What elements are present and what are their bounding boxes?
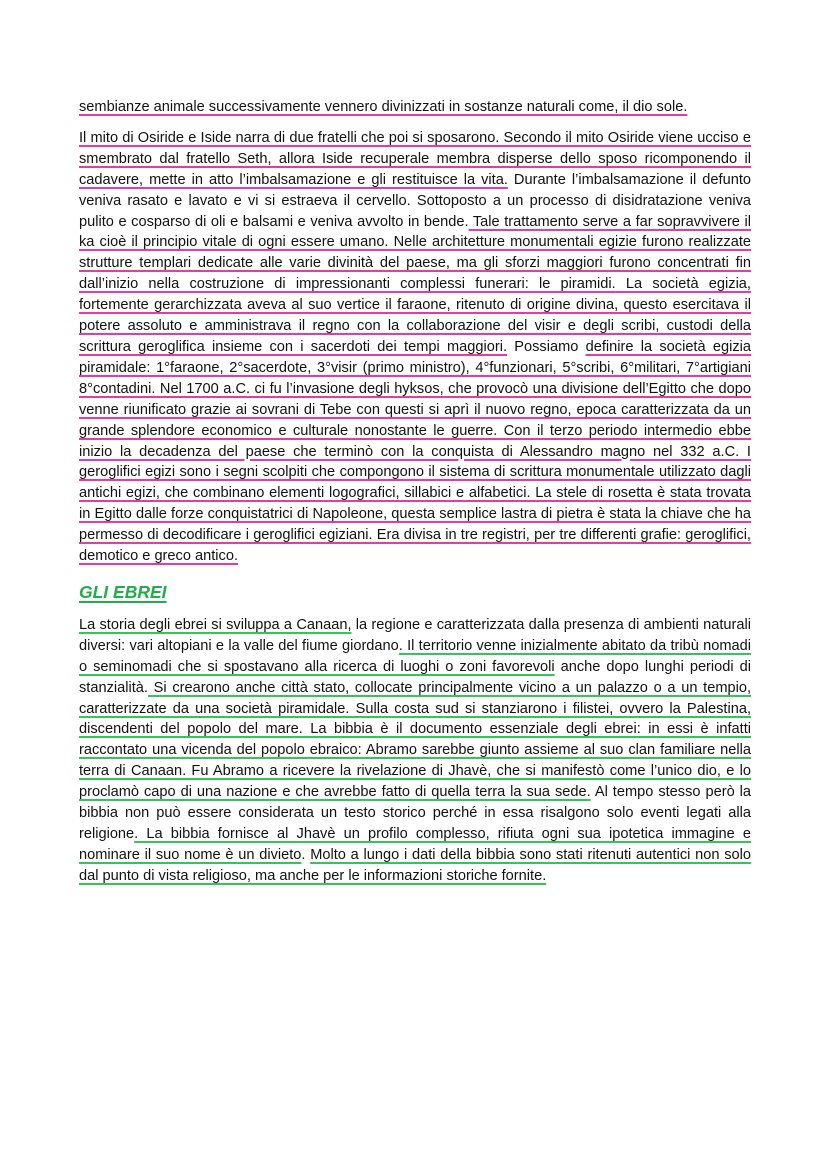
highlighted-text: Si crearono anche città stato, collocate principalmente vicino a un palazzo o a un tempio, caratterizzate da una società piramidale. Sulla costa sud si stanziarono i filistei, ovvero la Palestina, discendenti del popolo del mare. La bibbia è il documento essenziale degli ebrei: in essi è infatti raccontato una vicenda del popolo ebraico: Abramo sarebbe giunto assieme al suo clan familiare nella terra di Canaan. Fu Abramo a ricevere la rivelazione di Jhavè, che si manifestò come l’unico dio, e lo proclamò capo di una nazione e che avrebbe fatto di quella terra la sua sede. — [79, 679, 751, 801]
paragraph-egypt-body — [79, 128, 751, 567]
highlighted-text: . Il territorio venne inizialmente abitato da tribù nomadi o seminomadi che si spostavano alla ricerca di luoghi o zoni favorevoli — [79, 637, 751, 675]
highlighted-text: La storia degli ebrei si sviluppa a Canaan, — [79, 616, 352, 633]
plain-text: Al tempo stesso però la bibbia non può essere considerata un testo storico perché in essa risalgono solo eventi legati alla religione — [79, 784, 752, 842]
document-page — [79, 97, 751, 887]
highlighted-text: La società egizia, fortemente gerarchizzata aveva al suo vertice il faraone, ritenuto di origine divina, questo esercitava il potere assoluto e amministrava il regno con la collaborazione del visir e degli scribi, custodi della scrittura geroglifica insieme con i sacerdoti dei tempi maggiori. — [79, 276, 751, 355]
paragraph-egypt-intro — [79, 97, 751, 118]
highlighted-text: . La bibbia fornisce al Jhavè un profilo complesso, rifiuta ogni sua ipotetica immagine e nominare il suo nome è un divieto — [79, 826, 751, 863]
highlighted-text: Molto a lungo i dati della bibbia sono stati ritenuti autentici non solo dal punto di vista religioso, ma anche per le informazioni storiche fornite. — [79, 846, 751, 884]
plain-text: Durante l’imbalsamazione il defunto veniva rasato e lavato e vi si estraeva il cervello. Sottoposto a un processo di disidratazione veniva pulito e cosparso di oli e balsami e veniva avvolto in bende. — [79, 171, 751, 230]
plain-text: anche dopo lunghi periodi di stanzialità. — [79, 658, 751, 696]
highlighted-text: Il mito di Osiride e Iside narra di due fratelli che poi si sposarono. Secondo il mito Osiride viene ucciso e smembrato dal fratello Seth, allora Iside recuperale membra disperse dello sposo ricomponendo il cadavere, mette in atto l’imbalsamazione e gli restituisce la vita. — [79, 129, 751, 188]
highlighted-text: sembianze animale successivamente vennero divinizzati in sostanze naturali come, il dio sole. — [79, 99, 688, 115]
paragraph-hebrews — [79, 615, 751, 887]
section-heading: GLI EBREI — [79, 581, 167, 602]
highlighted-text: Tale trattamento serve a far sopravvivere il ka cioè il principio vitale di ogni essere umano. Nelle architetture monumentali egizie furono realizzate strutture templari dedicate alle varie divinità del paese, ma gli sforzi maggiori furono concentrati fin dall’inizio nella costruzione di impressionanti complessi funerari: le piramidi. — [79, 213, 751, 293]
plain-text: la regione e caratterizzata dalla presenza di ambienti naturali diversi: vari altopiani e la valle del fiume giordano — [79, 616, 751, 654]
plain-text: . — [301, 846, 311, 863]
highlighted-text: definire la società egizia piramidale: 1°faraone, 2°sacerdote, 3°visir (primo ministro), 4°funzionari, 5°scribi, 6°militari, 7°artigiani 8°contadini. Nel 1700 a.C. ci fu l’invasione degli hyksos, che provocò una divisione dell’Egitto che dopo venne riunificato grazie ai sovrani di Tebe con questi si aprì il nuovo regno, epoca caratterizzata da un grande splendore economico e culturale nonostante le guerre. Con il terzo periodo intermedio ebbe inizio la decadenza del paese che terminò con la conquista di Alessandro magno nel 332 a.C. I geroglifici egizi sono i segni scolpiti che compongono il sistema di scrittura monumentale utilizzato dagli antichi egizi, che combinano elementi logografici, sillabici e alfabetici. La stele di rosetta è stata trovata in Egitto dalle forze conquistatrici di Napoleone, questa semplice lastra di pietra è stata la chiave che ha permesso di decodificare i geroglifici egiziani. Era divisa in tre registri, per tre differenti grafie: geroglifici, demotico e greco antico. — [79, 338, 751, 565]
plain-text: Possiamo — [507, 338, 586, 355]
